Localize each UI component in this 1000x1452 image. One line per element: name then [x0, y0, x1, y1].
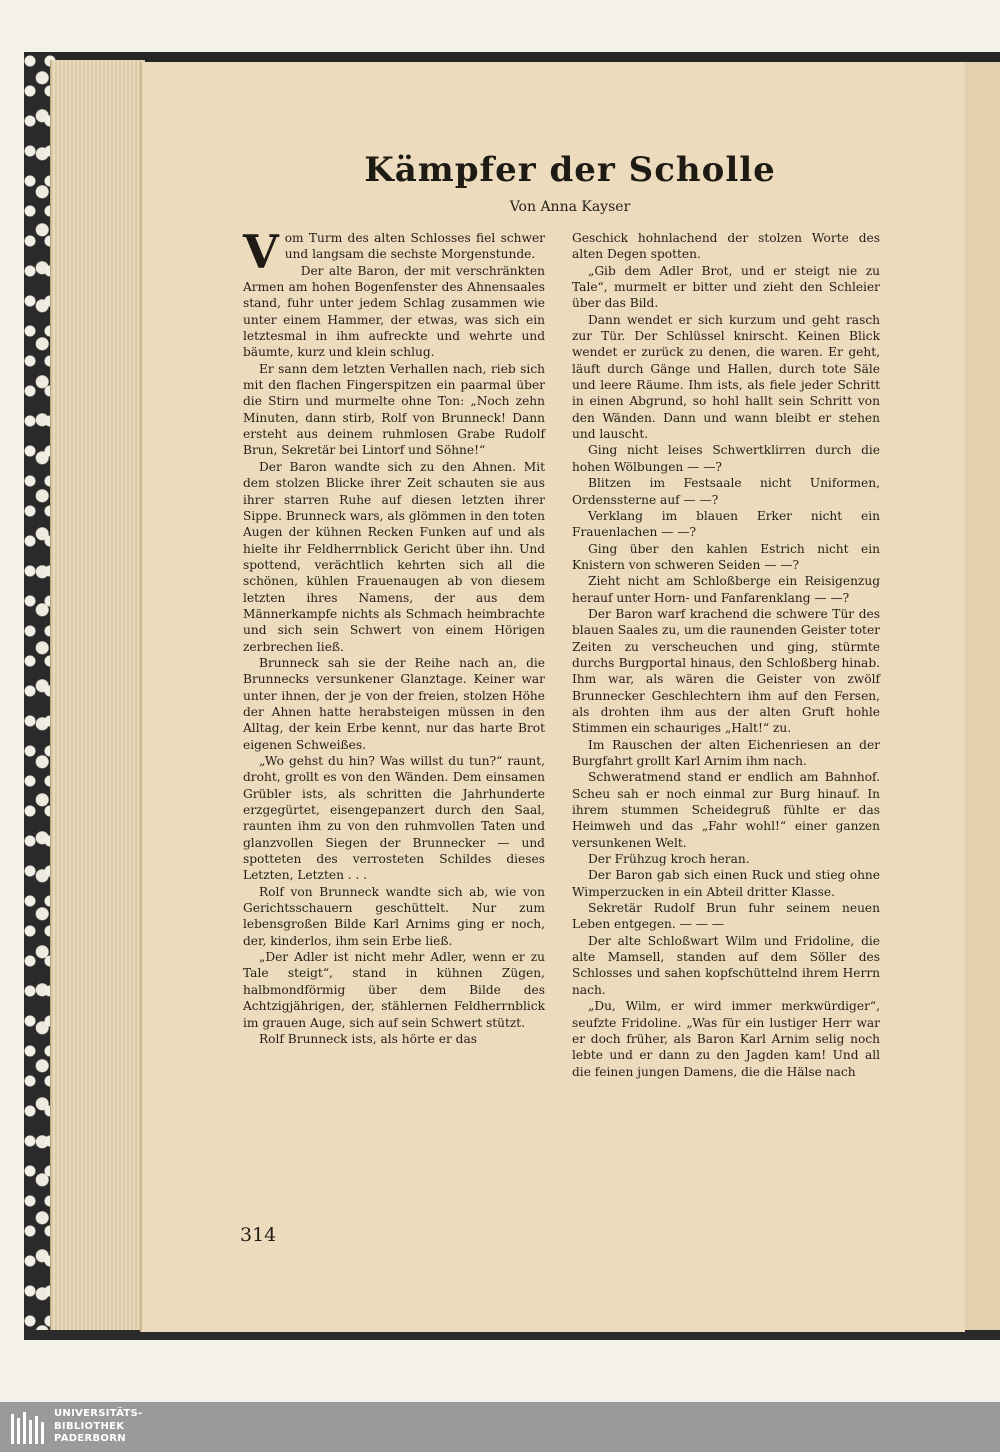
paragraph: Der Baron gab sich einen Ruck und stieg ohne Wimperzucken in ein Abteil dritter Klasse.	[572, 868, 880, 899]
paragraph: „Gib dem Adler Brot, und er steigt nie zu Tale“, murmelt er bitter und zieht den Schleier über das Bild.	[572, 263, 880, 311]
library-name-line2: BIBLIOTHEK	[54, 1420, 125, 1432]
paragraph: „Wo gehst du hin? Was willst du tun?“ raunt, droht, grollt es von den Wänden. Dem einsamen Grübler ists, als schritten die Jahrhunderte erzgegürtet, eisengepanzert durch den Saal, raunten ihm zu von den ruhmvollen Taten und glanzvollen Siegen der Brunnecker — und spotteten des verrosteten Schildes dieses Letzten, Letzten . . .	[243, 754, 545, 883]
paragraph: Der alte Schloßwart Wilm und Fridoline, die alte Mamsell, standen auf dem Söller des Schlosses und sahen kopfschüttelnd ihrem Herrn nach.	[572, 933, 880, 997]
paragraph: Im Rauschen der alten Eichenriesen an der Burgfahrt grollt Karl Arnim ihm nach.	[572, 737, 880, 768]
paragraph: „Der Adler ist nicht mehr Adler, wenn er zu Tale steigt“, stand in kühnen Zügen, halbmondförmig über dem Bilde des Achtzigjährigen, der, stählernen Feldherrnblick im grauen Auge, sich auf sein Schwert stützt.	[243, 950, 545, 1030]
paragraph: Der Frühzug kroch heran.	[588, 852, 750, 867]
library-name-line3: PADERBORN	[54, 1433, 126, 1444]
paragraph: Ging über den kahlen Estrich nicht ein Knistern von schweren Seiden — —?	[572, 541, 880, 572]
page-edges	[50, 60, 145, 1335]
library-footer	[0, 1402, 1000, 1452]
paragraph: Brunneck sah sie der Reihe nach an, die Brunnecks versunkener Glanztage. Keiner war unter ihnen, der je von der freien, stolzen Höhe der Ahnen hatte herabsteigen müssen in den Alltag, der kein Erbe kennt, nur das harte Brot eigenen Schweißes.	[243, 655, 545, 752]
paragraph: Dann wendet er sich kurzum und geht rasch zur Tür. Der Schlüssel knirscht. Keinen Blick wendet er zurück zu denen, die waren. Er geht, läuft durch Gänge und Hallen, durch tote Säle und leere Räume. Ihm ists, als fiele jeder Schritt in einen Abgrund, so hohl hallt sein Schritt von den Wänden. Dann und wann bleibt er stehen und lauscht.	[572, 312, 880, 442]
paragraph: Rolf Brunneck ists, als hörte er das	[259, 1031, 478, 1046]
paragraph: „Du, Wilm, er wird immer merkwürdiger“, seufzte Fridoline. „Was für ein lustiger Herr war er doch früher, als Baron Karl Arnim selig noch lebte und er dann zu den Jagden kam! Und all die feinen jungen Damens, die die Hälse nach	[572, 999, 880, 1079]
article-title: Kämpfer der Scholle	[364, 150, 776, 190]
text-column-left	[243, 225, 545, 1047]
library-logo-icon	[8, 1408, 48, 1448]
paragraph: Rolf von Brunneck wandte sich ab, wie von Gerichtsschauern geschüttelt. Nur zum lebensgroßen Bilde Karl Arnims ging er noch, der, kinderlos, ihm sein Erbe ließ.	[243, 884, 545, 948]
article-byline: Von Anna Kayser	[509, 199, 631, 215]
paragraph: Sekretär Rudolf Brun fuhr seinem neuen Leben entgegen. — — —	[572, 901, 880, 932]
facing-page-edge	[962, 62, 1000, 1332]
paragraph: Der Baron warf krachend die schwere Tür des blauen Saales zu, um die raunenden Geister toter Zeiten zu verscheuchen und ging, stürmte durchs Burgportal hinaus, den Schloßberg hinab. Ihm war, als wären die Geister von zwölf Brunnecker Geschlechtern ihm auf den Fersen, als drohten ihm aus der alten Gruft hohle Stimmen ein schauriges „Halt!“ zu.	[572, 606, 880, 736]
paragraph: Zieht nicht am Schloßberge ein Reisigenzug herauf unter Horn- und Fanfarenklang — —?	[572, 574, 880, 605]
paragraph: Vom Turm des alten Schlosses fiel schwer und langsam die sechste Morgenstunde.	[243, 225, 545, 279]
page-number: 314	[240, 1224, 277, 1246]
paragraph: Geschick hohnlachend der stolzen Worte des alten Degen spotten.	[572, 231, 880, 262]
paragraph: Der Baron wandte sich zu den Ahnen. Mit dem stolzen Blicke ihrer Zeit schauten sie aus ihrer starren Ruhe auf diesen letzten ihrer Sippe. Brunneck wars, als glömmen in den toten Augen der kühnen Recken Funken auf und als hielte ihr Feldherrnblick Gericht über ihn. Und spottend, verächtlich kehrten sich all die schönen, kühlen Frauenaugen ab von diesem letzten ihres Namens, der aus dem Männerkampfe nichts als Schmach heimbrachte und sich sein Schwert von einem Hörigen zerbrechen ließ.	[243, 459, 545, 654]
paragraph: Der alte Baron, der mit verschränkten Armen am hohen Bogenfenster des Ahnensaales stand, fuhr unter jedem Schlag zusammen wie unter einem Hammer, der etwas, was sich ein letztesmal in ihm aufreckte und wehrte und bäumte, kurz und klein schlug.	[243, 263, 545, 360]
drop-cap: V	[243, 225, 279, 279]
library-name	[54, 1408, 143, 1446]
paragraph: Verklang im blauen Erker nicht ein Frauenlachen — —?	[572, 508, 880, 540]
paragraph: Er sann dem letzten Verhallen nach, rieb sich mit den flachen Fingerspitzen ein paarmal über die Stirn und murmelte ohne Ton: „Noch zehn Minuten, dann stirb, Rolf von Brunneck! Dann ersteht aus deinem ruhmlosen Grabe Rudolf Brun, Sekretär bei Lintorf und Söhne!“	[243, 361, 545, 458]
paragraph: Ging nicht leises Schwertklirren durch die hohen Wölbungen — —?	[572, 443, 880, 474]
library-name-line1: UNIVERSITÄTS-	[54, 1408, 143, 1419]
paragraph: Blitzen im Festsaale nicht Uniformen, Ordenssterne auf — —?	[572, 476, 880, 507]
paragraph: Schweratmend stand er endlich am Bahnhof. Scheu sah er noch einmal zur Burg hinauf. In ihrem stummen Scheidegruß fühlte er das Heimweh und das „Fahr wohl!“ einer ganzen versunkenen Welt.	[572, 770, 880, 850]
text-column-right	[572, 230, 880, 1080]
